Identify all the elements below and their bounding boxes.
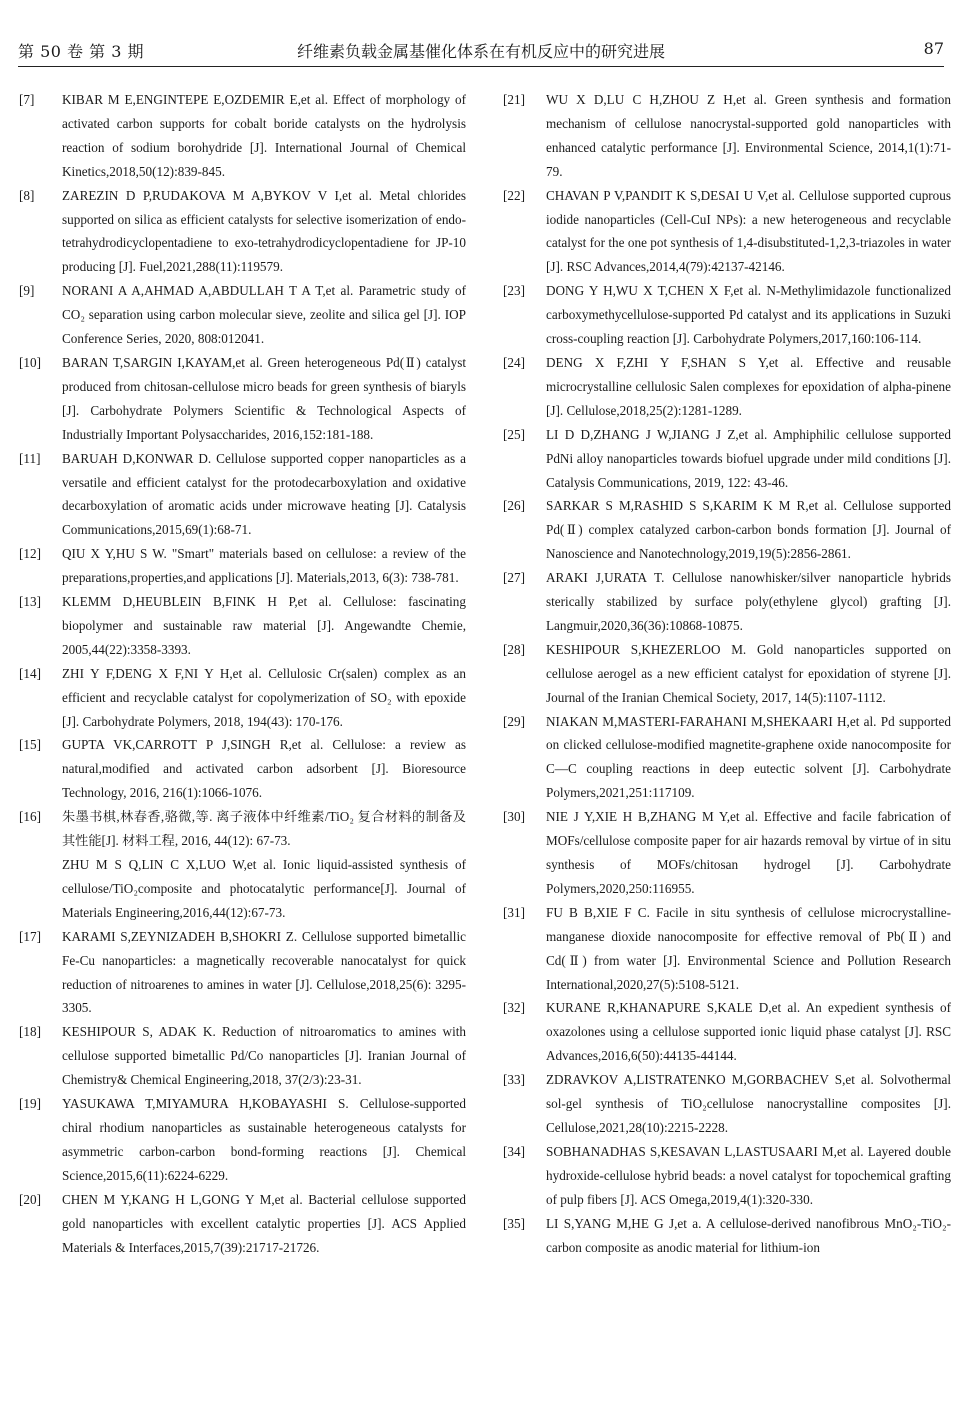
reference-citation: FU B B,XIE F C. Facile in situ synthesis of cellulose microcrystalline-manganese dioxide nanocomposite for effective removal of Pb(Ⅱ) and Cd(Ⅱ) from water [J]. Environmental Science and Pollution Research International,2020,27(5):5108-5121.	[546, 904, 951, 992]
reference-text	[62, 662, 466, 734]
reference-number: [19]	[19, 1096, 41, 1112]
reference-item	[503, 279, 951, 351]
reference-number: [15]	[19, 737, 41, 753]
reference-number: [10]	[19, 354, 41, 370]
reference-item	[503, 638, 951, 710]
reference-text	[546, 805, 951, 901]
reference-text	[546, 710, 951, 806]
reference-text	[62, 1188, 466, 1260]
reference-text	[62, 1020, 466, 1092]
reference-citation: LI D D,ZHANG J W,JIANG J Z,et al. Amphiphilic cellulose supported PdNi alloy nanoparticles towards biofuel upgrade under mild conditions [J]. Catalysis Communications, 2019, 122: 43-46.	[546, 426, 951, 490]
reference-citation: GUPTA VK,CARROTT P J,SINGH R,et al. Cellulose: a review as natural,modified and activated carbon adsorbent [J]. Bioresource Technology, 2016, 216(1):1066-1076.	[62, 737, 466, 801]
reference-citation: KLEMM D,HEUBLEIN B,FINK H P,et al. Cellulose: fascinating biopolymer and sustainable raw material [J]. Angewandte Chemie, 2005,44(22):3358-3393.	[62, 594, 466, 657]
volume-issue-label: 第 50 卷 第 3 期	[18, 42, 144, 61]
reference-item	[503, 494, 951, 566]
reference-text	[62, 590, 466, 662]
reference-citation: ZDRAVKOV A,LISTRATENKO M,GORBACHEV S,et al. Solvothermal sol-gel synthesis of TiO₂cellulose nanocrystalline composites [J]. Cellulose,2021,28(10):2215-2228.	[546, 1072, 951, 1135]
reference-item	[503, 1068, 951, 1140]
reference-item	[19, 1092, 466, 1188]
reference-citation: KESHIPOUR S,KHEZERLOO M. Gold nanoparticles supported on cellulose aerogel as a new efficient catalyst for epoxidation of styrene [J]. Journal of the Iranian Chemical Society, 2017, 14(5):1107-1112.	[546, 641, 951, 705]
reference-citation: CHAVAN P V,PANDIT K S,DESAI U V,et al. Cellulose supported cuprous iodide nanoparticles (Cell-CuI NPs): a new heterogeneous and recyclable catalyst for the one pot synthesis of 1,4-disubstituted-1,2,3-triazoles in water [J]. RSC Advances,2014,4(79):42137-42146.	[546, 187, 951, 275]
reference-citation: DENG X F,ZHI Y F,SHAN S Y,et al. Effective and reusable microcrystalline cellulosic Salen complexes for epoxidation of alpha-pinene [J]. Cellulose,2018,25(2):1281-1289.	[546, 354, 951, 418]
reference-citation: KESHIPOUR S, ADAK K. Reduction of nitroaromatics to amines with cellulose supported bimetallic Pd/Co nanoparticles [J]. Iranian Journal of Chemistry& Chemical Engineering,2018, 37(2/3):23-31.	[62, 1024, 466, 1088]
reference-item	[19, 662, 466, 734]
page-number: 87	[923, 39, 944, 58]
reference-citation: BARUAH D,KONWAR D. Cellulose supported copper nanoparticles as a versatile and efficient catalyst for the protodecarboxylation and oxidative decarboxylation of aromatic acids under microwave heating [J]. Catalysis Communications,2015,69(1):68-71.	[62, 450, 466, 538]
reference-citation: CHEN M Y,KANG H L,GONG Y M,et al. Bacterial cellulose supported gold nanoparticles with excellent catalytic properties [J]. ACS Applied Materials & Interfaces,2015,7(39):21717-21726.	[62, 1191, 466, 1255]
reference-item	[503, 423, 951, 495]
reference-number: [13]	[19, 594, 41, 610]
reference-text	[62, 1092, 466, 1188]
header-rule	[18, 66, 944, 67]
reference-text	[62, 88, 466, 184]
reference-citation: DONG Y H,WU X T,CHEN X F,et al. N-Methylimidazole functionalized carboxymethycellulose-supported Pd catalyst and its applications in Suzuki cross-coupling reaction [J]. Carbohydrate Polymers,2017,160:106-114.	[546, 283, 951, 347]
reference-text	[546, 996, 951, 1068]
reference-item	[503, 184, 951, 280]
reference-item	[503, 805, 951, 901]
reference-number: [26]	[503, 498, 525, 514]
reference-number: [24]	[503, 354, 525, 370]
reference-number: [18]	[19, 1024, 41, 1040]
reference-item	[503, 566, 951, 638]
reference-item	[19, 184, 466, 280]
reference-number: [11]	[19, 450, 41, 466]
reference-citation-translation: ZHU M S Q,LIN C X,LUO W,et al. Ionic liquid-assisted synthesis of cellulose/TiO₂composite and photocatalytic performance[J]. Journal of Materials Engineering,2016,44(12):67-73.	[62, 857, 466, 920]
reference-number: [25]	[503, 426, 525, 442]
reference-column-left	[19, 88, 466, 1259]
reference-citation: KURANE R,KHANAPURE S,KALE D,et al. An expedient synthesis of oxazolones using a cellulose supported ionic liquid phase catalyst [J]. RSC Advances,2016,6(50):44135-44144.	[546, 1000, 951, 1064]
reference-text	[546, 1212, 951, 1260]
reference-citation: SARKAR S M,RASHID S S,KARIM K M R,et al. Cellulose supported Pd(Ⅱ) complex catalyzed carbon-carbon bonds formation [J]. Journal of Nanoscience and Nanotechnology,2019,19(5):2856-2861.	[546, 498, 951, 562]
reference-column-right	[503, 88, 951, 1259]
reference-citation: ZHI Y F,DENG X F,NI Y H,et al. Cellulosic Cr(salen) complex as an efficient and recyclable catalyst for copolymerization of SO₂ with epoxide [J]. Carbohydrate Polymers, 2018, 194(43): 170-176.	[62, 665, 466, 729]
reference-number: [21]	[503, 92, 525, 107]
reference-text	[546, 279, 951, 351]
running-header	[18, 35, 944, 65]
reference-item	[503, 88, 951, 184]
reference-number: [8]	[19, 187, 35, 203]
reference-number: [16]	[19, 809, 41, 825]
reference-item	[19, 88, 466, 184]
reference-number: [35]	[503, 1215, 525, 1231]
reference-text	[62, 542, 466, 590]
reference-citation: NIAKAN M,MASTERI-FARAHANI M,SHEKAARI H,et al. Pd supported on clicked cellulose-modified magnetite-graphene oxide nanocomposite for C—C coupling reactions in deep eutectic solvent [J]. Carbohydrate Polymers,2021,251:117109.	[546, 713, 951, 801]
reference-item	[503, 1140, 951, 1212]
reference-item	[19, 279, 466, 351]
reference-item	[19, 1188, 466, 1260]
reference-text	[62, 733, 466, 805]
reference-text	[546, 1068, 951, 1140]
reference-citation: WU X D,LU C H,ZHOU Z H,et al. Green synthesis and formation mechanism of cellulose nanocrystal-supported gold nanoparticles with enhanced catalytic performance [J]. Environmental Science, 2014,1(1):71-79.	[546, 92, 951, 179]
reference-citation: NIE J Y,XIE H B,ZHANG M Y,et al. Effective and facile fabrication of MOFs/cellulose composite paper for air hazards removal by virtue of in situ synthesis of MOFs/chitosan hydrogel [J]. Carbohydrate Polymers,2020,250:116955.	[546, 809, 951, 896]
reference-citation: SOBHANADHAS S,KESAVAN L,LASTUSAARI M,et al. Layered double hydroxide-cellulose hybrid beads: a novel catalyst for topochemical grafting of pulp fibers [J]. ACS Omega,2019,4(1):320-330.	[546, 1143, 951, 1207]
reference-text	[546, 494, 951, 566]
reference-citation: NORANI A A,AHMAD A,ABDULLAH T A T,et al. Parametric study of CO₂ separation using carbon molecular sieve, zeolite and silica gel [J]. IOP Conference Series, 2020, 808:012041.	[62, 283, 466, 347]
reference-number: [23]	[503, 283, 525, 299]
reference-item	[503, 996, 951, 1068]
reference-citation: ARAKI J,URATA T. Cellulose nanowhisker/silver nanoparticle hybrids sterically stabilized by surface poly(ethylene glycol) grafting [J]. Langmuir,2020,36(36):10868-10875.	[546, 570, 951, 633]
reference-citation: 朱墨书棋,林春香,骆微,等. 离子液体中纤维素/TiO₂ 复合材料的制备及其性能[J]. 材料工程, 2016, 44(12): 67-73.	[62, 809, 466, 849]
reference-text	[546, 1140, 951, 1212]
reference-item	[503, 710, 951, 806]
reference-text	[546, 638, 951, 710]
reference-text	[546, 351, 951, 423]
reference-citation: LI S,YANG M,HE G J,et a. A cellulose-derived nanofibrous MnO₂-TiO₂-carbon composite as anodic material for lithium-ion	[546, 1215, 951, 1255]
reference-item	[19, 733, 466, 805]
reference-number: [28]	[503, 641, 525, 657]
reference-text	[546, 566, 951, 638]
reference-text	[62, 925, 466, 1021]
reference-text	[546, 88, 951, 184]
running-title: 纤维素负载金属基催化体系在有机反应中的研究进展	[296, 42, 665, 61]
reference-text	[546, 184, 951, 280]
reference-number: [14]	[19, 665, 41, 681]
reference-number: [30]	[503, 809, 525, 825]
reference-number: [27]	[503, 570, 525, 586]
reference-citation: KARAMI S,ZEYNIZADEH B,SHOKRI Z. Cellulose supported bimetallic Fe-Cu nanoparticles: a magnetically recoverable nanocatalyst for quick reduction of nitroarenes to amines in water [J]. Cellulose,2018,25(6): 3295-3305.	[62, 928, 466, 1016]
reference-item	[19, 805, 466, 925]
reference-citation: BARAN T,SARGIN I,KAYAM,et al. Green heterogeneous Pd(Ⅱ) catalyst produced from chitosan-cellulose micro beads for green synthesis of biaryls [J]. Carbohydrate Polymers Scientific & Technological Aspects of Industrially Important Polysaccharides, 2016,152:181-188.	[62, 354, 466, 442]
reference-text	[62, 351, 466, 447]
reference-number: [32]	[503, 1000, 525, 1016]
reference-citation: QIU X Y,HU S W. "Smart" materials based on cellulose: a review of the preparations,properties,and applications [J]. Materials,2013, 6(3): 738-781.	[62, 546, 466, 586]
reference-item	[503, 901, 951, 997]
reference-citation: YASUKAWA T,MIYAMURA H,KOBAYASHI S. Cellulose-supported chiral rhodium nanoparticles as sustainable heterogeneous catalysts for asymmetric carbon-carbon bond-forming reactions [J]. Chemical Science,2015,6(11):6224-6229.	[62, 1096, 466, 1183]
reference-number: [7]	[19, 92, 35, 107]
reference-text	[62, 447, 466, 543]
reference-number: [12]	[19, 546, 41, 562]
reference-text	[546, 901, 951, 997]
reference-text	[62, 279, 466, 351]
reference-item	[19, 590, 466, 662]
reference-item	[503, 351, 951, 423]
reference-text	[62, 184, 466, 280]
reference-number: [9]	[19, 283, 35, 299]
reference-number: [17]	[19, 928, 41, 944]
reference-number: [29]	[503, 713, 525, 729]
reference-item	[19, 351, 466, 447]
reference-item	[503, 1212, 951, 1260]
reference-item	[19, 1020, 466, 1092]
reference-item	[19, 447, 466, 543]
reference-text	[546, 423, 951, 495]
reference-text	[62, 805, 466, 925]
reference-item	[19, 542, 466, 590]
reference-number: [34]	[503, 1143, 525, 1159]
reference-number: [22]	[503, 187, 525, 203]
reference-number: [33]	[503, 1072, 525, 1088]
reference-item	[19, 925, 466, 1021]
reference-citation: ZAREZIN D P,RUDAKOVA M A,BYKOV V I,et al. Metal chlorides supported on silica as efficient catalysts for selective isomerization of endo-tetrahydrodicyclopentadiene to exo-tetrahydrodicyclopentadiene for JP-10 producing [J]. Fuel,2021,288(11):119579.	[62, 187, 466, 275]
reference-number: [20]	[19, 1191, 41, 1207]
reference-number: [31]	[503, 904, 525, 920]
reference-citation: KIBAR M E,ENGINTEPE E,OZDEMIR E,et al. Effect of morphology of activated carbon supports for cobalt boride catalysts on the hydrolysis reaction of sodium borohydride [J]. International Journal of Chemical Kinetics,2018,50(12):839-845.	[62, 92, 466, 179]
